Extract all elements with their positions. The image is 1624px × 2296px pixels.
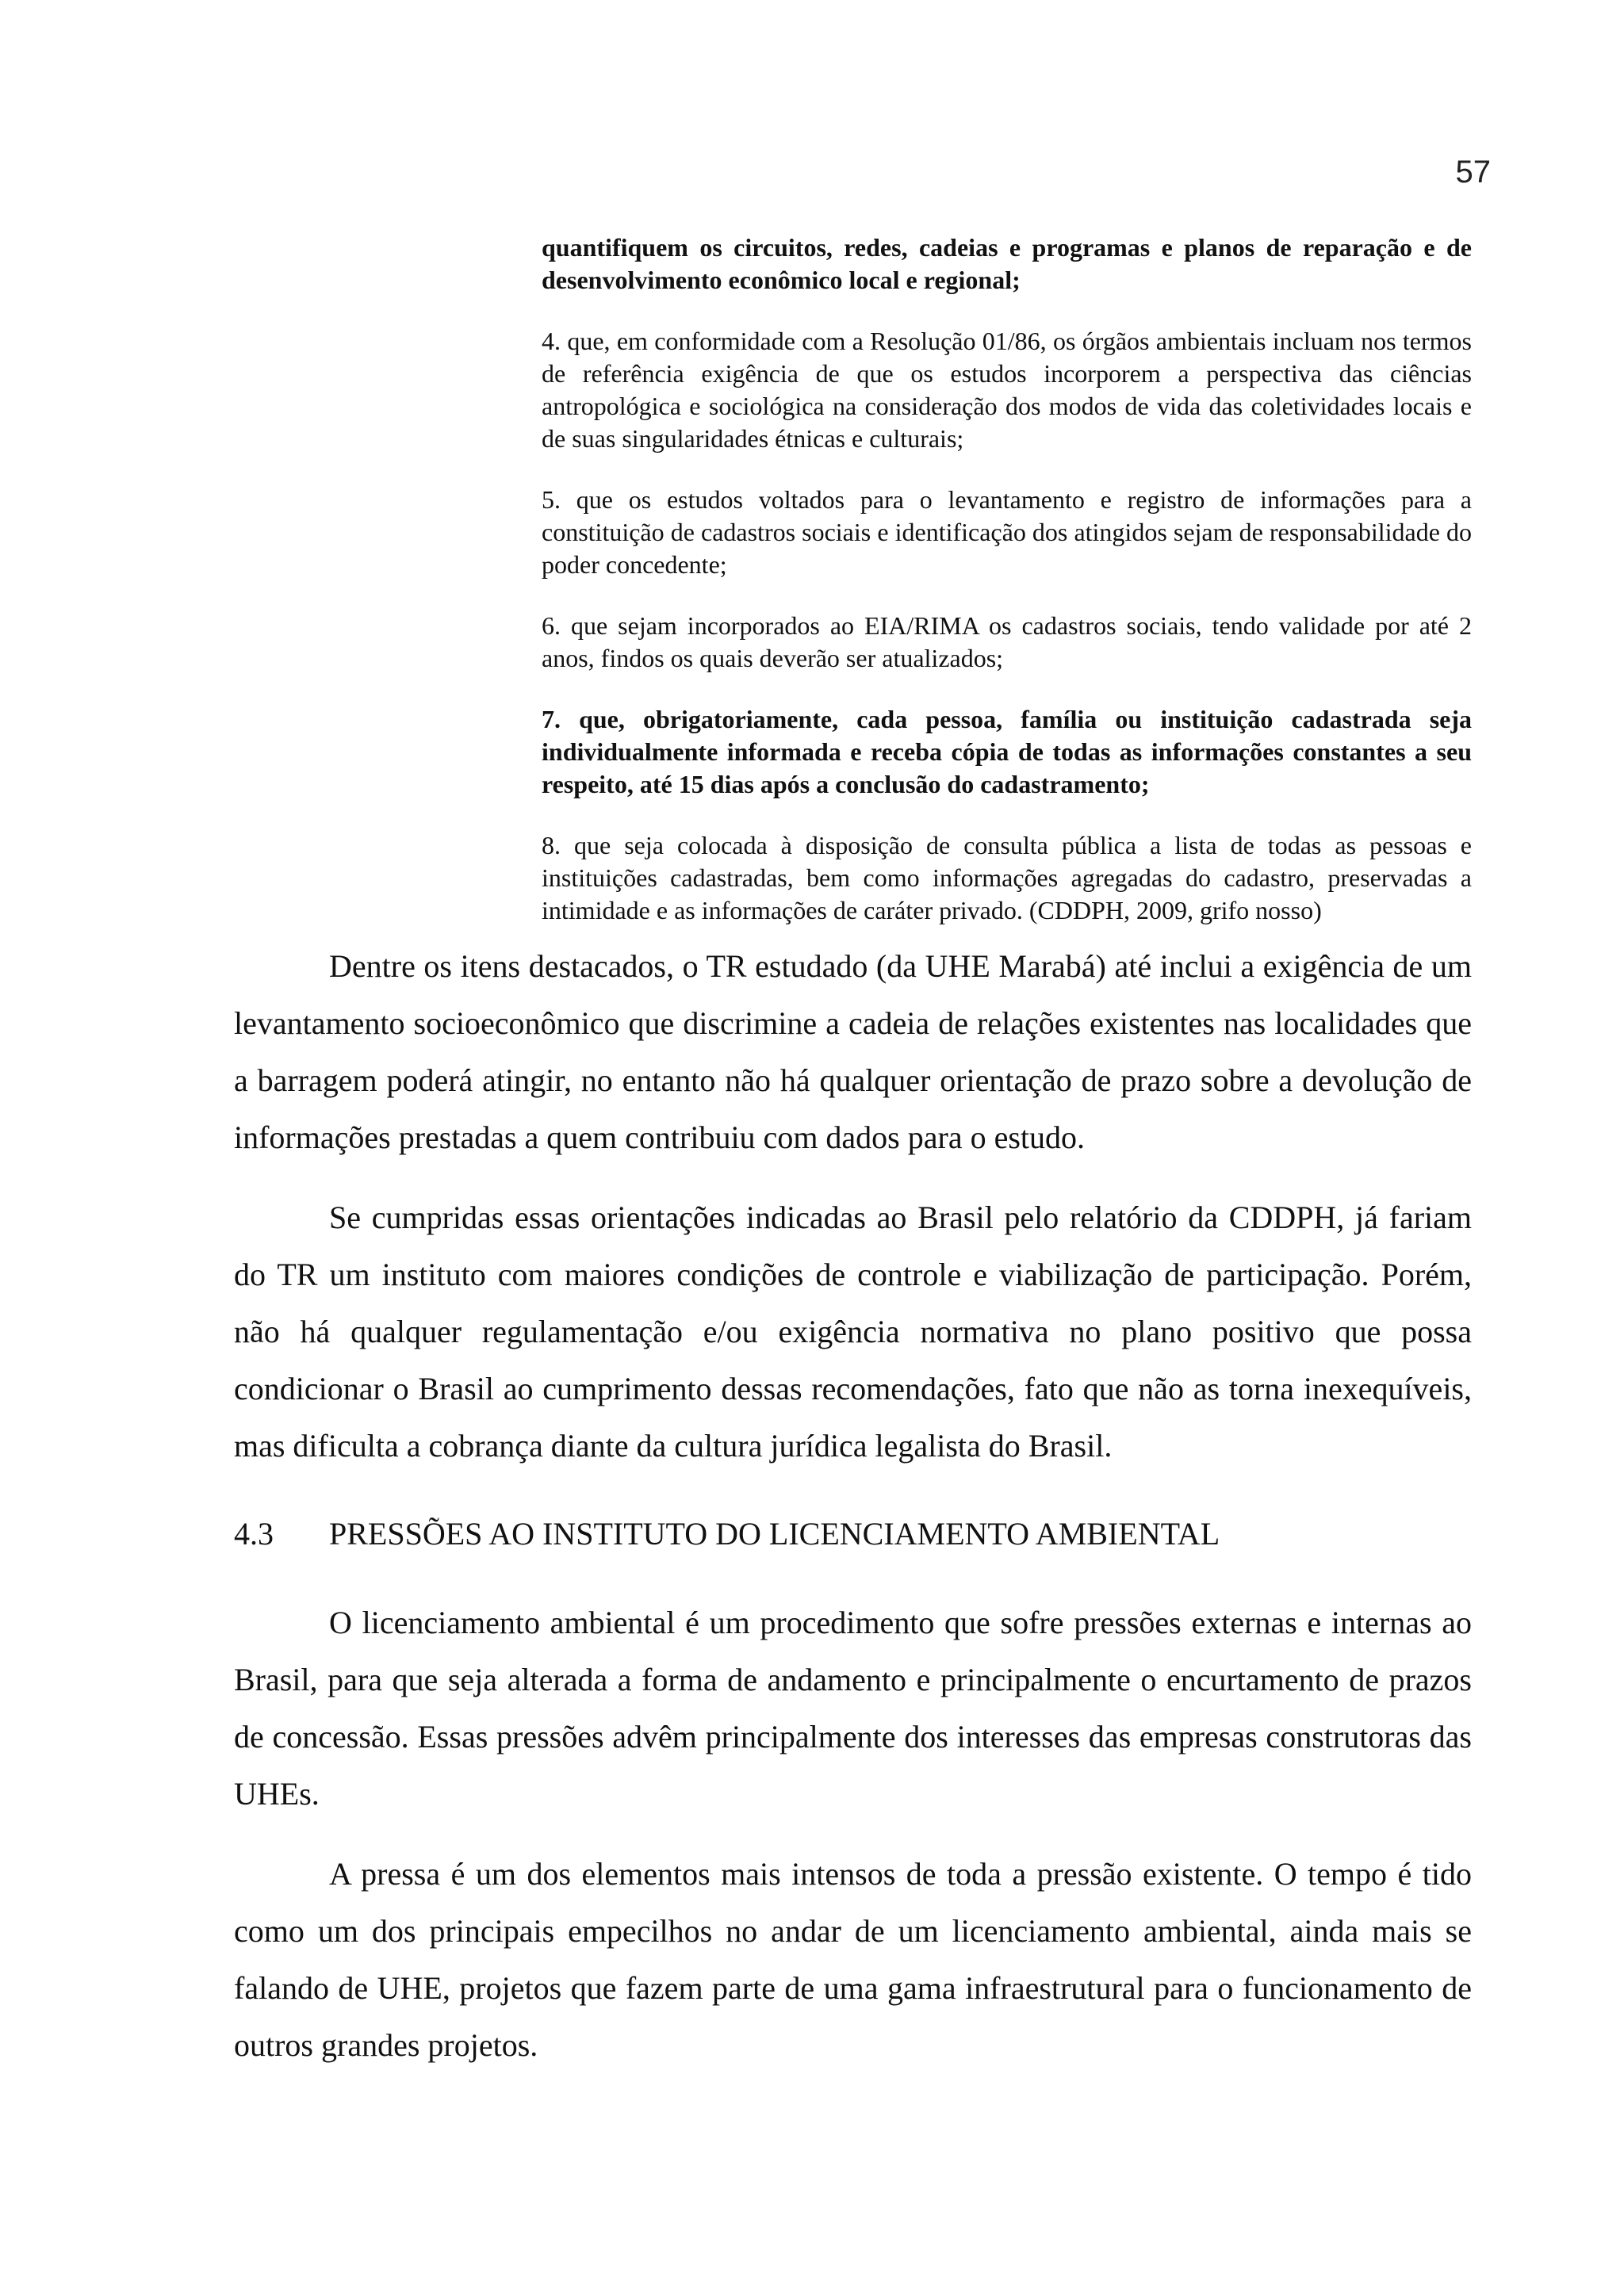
section-heading xyxy=(234,1514,1220,1554)
section-title: PRESSÕES AO INSTITUTO DO LICENCIAMENTO AMBIENTAL xyxy=(329,1516,1220,1552)
citation-item: 4. que, em conformidade com a Resolução 01/86, os órgãos ambientais incluam nos termos de referência exigência de que os estudos incorporem a perspectiva das ciências antropológica e sociológica na consideração dos modos de vida das coletividades locais e de suas singularidades étnicas e culturais; xyxy=(542,327,1472,453)
body-text-after-section xyxy=(234,1594,1472,2074)
citation-item: quantifiquem os circuitos, redes, cadeias e programas e planos de reparação e de desenvolvimento econômico local e regional; xyxy=(542,233,1472,294)
body-text-before-section xyxy=(234,938,1472,1475)
page-number: 57 xyxy=(1455,155,1491,189)
paragraph: A pressa é um dos elementos mais intensos de toda a pressão existente. O tempo é tido como um dos principais empecilhos no andar de um licenciamento ambiental, ainda mais se falando de UHE, projetos que fazem parte de uma gama infraestrutural para o funcionamento de outros grandes projetos. xyxy=(234,1856,1472,2063)
paragraph: O licenciamento ambiental é um procedimento que sofre pressões externas e internas ao Brasil, para que seja alterada a forma de andamento e principalmente o encurtamento de prazos de concessão. Essas pressões advêm principalmente dos interesses das empresas construtoras das UHEs. xyxy=(234,1605,1472,1812)
section-number: 4.3 xyxy=(234,1516,274,1552)
citation-item: 7. que, obrigatoriamente, cada pessoa, família ou instituição cadastrada seja individualmente informada e receba cópia de todas as informações constantes a seu respeito, até 15 dias após a conclusão do cadastramento; xyxy=(542,705,1472,798)
paragraph: Se cumpridas essas orientações indicadas ao Brasil pelo relatório da CDDPH, já fariam do TR um instituto com maiores condições de controle e viabilização de participação. Porém, não há qualquer regulamentação e/ou exigência normativa no plano positivo que possa condicionar o Brasil ao cumprimento dessas recomendações, fato que não as torna inexequíveis, mas dificulta a cobrança diante da cultura jurídica legalista do Brasil. xyxy=(234,1200,1472,1464)
citation-block xyxy=(542,232,1472,955)
citation-item: 6. que sejam incorporados ao EIA/RIMA os cadastros sociais, tendo validade por até 2 anos, findos os quais deverão ser atualizados; xyxy=(542,611,1472,672)
paragraph: Dentre os itens destacados, o TR estudado (da UHE Marabá) até inclui a exigência de um levantamento socioeconômico que discrimine a cadeia de relações existentes nas localidades que a barragem poderá atingir, no entanto não há qualquer orientação de prazo sobre a devolução de informações prestadas a quem contribuiu com dados para o estudo. xyxy=(234,948,1472,1155)
citation-item: 5. que os estudos voltados para o levantamento e registro de informações para a constituição de cadastros sociais e identificação dos atingidos sejam de responsabilidade do poder concedente; xyxy=(542,485,1472,579)
citation-item: 8. que seja colocada à disposição de consulta pública a lista de todas as pessoas e instituições cadastradas, bem como informações agregadas do cadastro, preservadas a intimidade e as informações de caráter privado. (CDDPH, 2009, grifo nosso) xyxy=(542,831,1472,924)
